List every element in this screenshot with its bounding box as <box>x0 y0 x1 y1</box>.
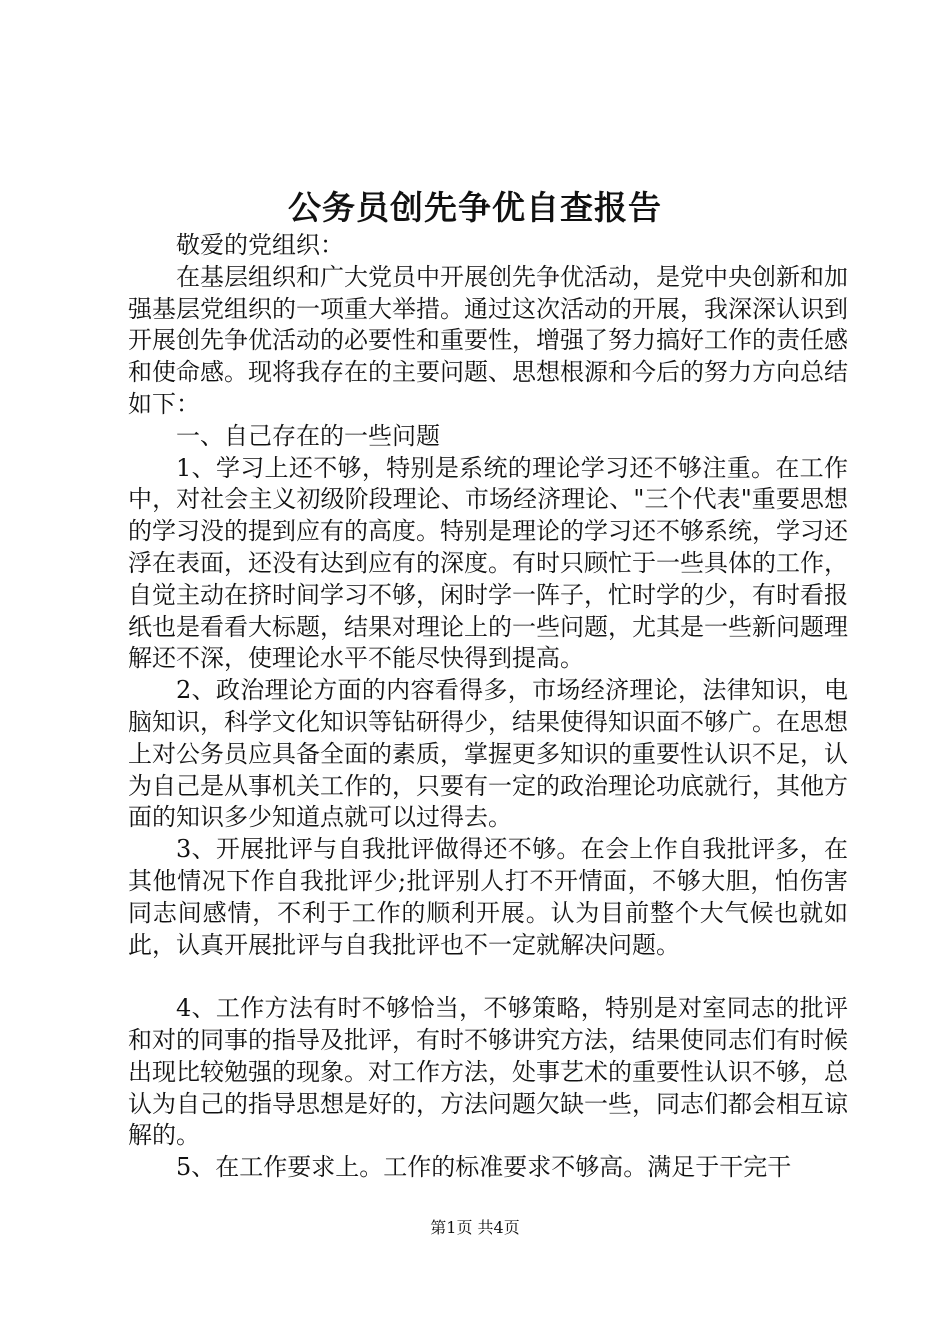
paragraph-item-1: 1、学习上还不够，特别是系统的理论学习还不够注重。在工作中，对社会主义初级阶段理论、市场经济理论、"三个代表"重要思想的学习没的提到应有的高度。特别是理论的学习还不够系统，学习还浮在表面，还没有达到应有的深度。有时只顾忙于一些具体的工作，自觉主动在挤时间学习不够，闲时学一阵子，忙时学的少，有时看报纸也是看看大标题，结果对理论上的一些问题，尤其是一些新问题理解还不深，使理论水平不能尽快得到提高。 <box>128 453 848 673</box>
salutation: 敬爱的党组织： <box>176 231 344 259</box>
document-title: 公务员创先争优自查报告 <box>288 188 662 227</box>
paragraph-intro: 在基层组织和广大党员中开展创先争优活动，是党中央创新和加强基层党组织的一项重大举措。通过这次活动的开展，我深深认识到开展创先争优活动的必要性和重要性，增强了努力搞好工作的责任感和使命感。现将我存在的主要问题、思想根源和今后的努力方向总结如下： <box>128 262 848 418</box>
paragraph-item-5: 5、在工作要求上。工作的标准要求不够高。满足于干完干 <box>176 1153 792 1182</box>
section-heading: 一、自己存在的一些问题 <box>176 421 440 450</box>
paragraph-item-3: 3、开展批评与自我批评做得还不够。在会上作自我批评多，在其他情况下作自我批评少;批评别人打不开情面，不够大胆，怕伤害同志间感情，不利于工作的顺利开展。认为目前整个大气候也就如此，认真开展批评与自我批评也不一定就解决问题。 <box>128 835 848 959</box>
document-body <box>128 230 848 1184</box>
paragraph-item-2: 2、政治理论方面的内容看得多，市场经济理论，法律知识，电脑知识，科学文化知识等钻研得少，结果使得知识面不够广。在思想上对公务员应具备全面的素质，掌握更多知识的重要性认识不足，认为自己是从事机关工作的，只要有一定的政治理论功底就行，其他方面的知识多少知道点就可以过得去。 <box>128 676 848 832</box>
paragraph-item-4: 4、工作方法有时不够恰当，不够策略，特别是对室同志的批评和对的同事的指导及批评，有时不够讲究方法，结果使同志们有时候出现比较勉强的现象。对工作方法，处事艺术的重要性认识不够，总认为自己的指导思想是好的，方法问题欠缺一些，同志们都会相互谅解的。 <box>128 994 848 1150</box>
page-number: 第1页 共4页 <box>430 1218 520 1237</box>
